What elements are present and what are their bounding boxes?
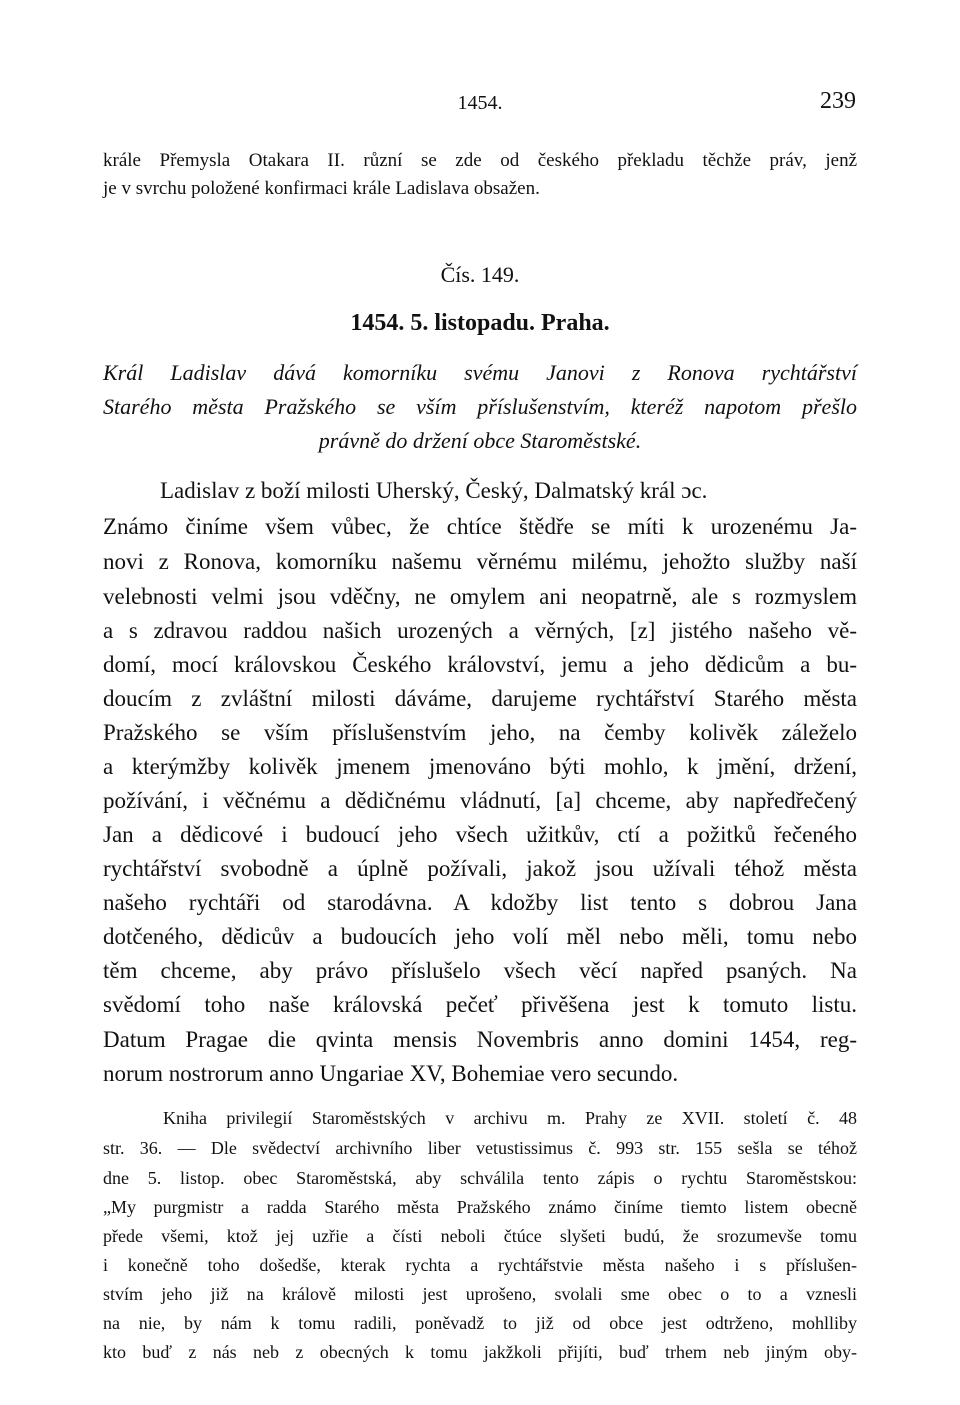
body-line: norum nostrorum anno Ungariae XV, Bohemiae vero secundo. [103, 1061, 679, 1086]
note-line: na nie, by nám k tomu radili, poněvadž to již od obce jest odtrženo, mohlliby [103, 1313, 857, 1333]
body-line: doucím z zvláštní milosti dáváme, darujeme rychtářství Starého města [103, 686, 857, 711]
body-line: Datum Pragae die qvinta mensis Novembris anno domini 1454, reg- [103, 1027, 857, 1052]
note-line: stvím jeho již na králově milosti jest uprošeno, svolali sme obec o to a vznesli [103, 1284, 857, 1304]
body-line: těm chceme, aby právo příslušelo všech věcí napřed psaných. Na [103, 958, 857, 983]
body-line: Jan a dědicové i budoucí jeho všech užitkův, ctí a požitků řečeného [103, 822, 857, 847]
running-header-year: 1454. [457, 92, 503, 114]
document-date-place: 1454. 5. listopadu. Praha. [350, 310, 610, 336]
note-line: str. 36. — Dle svědectví archivního liber vetustissimus č. 993 str. 155 sešla se téhož [103, 1138, 857, 1158]
intro-line: je v svrchu položené konfirmaci krále Ladislava obsažen. [103, 178, 540, 199]
intro-line: krále Přemysla Otakara II. různí se zde od českého překladu těchže práv, jenž [103, 150, 857, 171]
regest-line: právně do držení obce Staroměstské. [318, 428, 642, 453]
document-number: Čís. 149. [440, 262, 520, 287]
body-line: Ladislav z boží milosti Uherský, Český, Dalmatský král ɔc. [160, 478, 708, 503]
body-line: požívání, i věčnému a dědičnému vládnutí, [a] chceme, aby napředřečený [103, 788, 857, 813]
note-line: přede všemi, ktož jej uzřie a čísti neboli čtúce slyšeti budú, že srozumevše tomu [103, 1226, 857, 1246]
body-line: domí, mocí královskou Českého království, jemu a jeho dědicům a bu- [103, 652, 857, 677]
body-line: velebnosti velmi jsou vděčny, ne omylem ani neopatrně, ale s rozmyslem [103, 584, 857, 609]
body-line: dotčeného, dědicův a budoucích jeho volí měl nebo měli, tomu nebo [103, 924, 857, 949]
note-line: Kniha privilegií Staroměstských v archivu m. Prahy ze XVII. století č. 48 [163, 1108, 857, 1128]
note-line: dne 5. listop. obec Staroměstská, aby schválila tento zápis o rychtu Staroměstskou: [103, 1168, 857, 1188]
note-line: i konečně toho došedše, kterak rychta a rychtářstvie města našeho i s příslušen- [103, 1255, 857, 1275]
body-line: a kterýmžby kolivěk jmenem jmenováno býti mohlo, k jmění, držení, [103, 754, 857, 779]
note-line: kto buď z nás neb z obecných k tomu jakžkoli přijíti, buď trhem neb jiným oby- [103, 1342, 857, 1362]
body-line: svědomí toho naše královská pečeť přivěšena jest k tomuto listu. [103, 992, 857, 1017]
page-number: 239 [820, 88, 856, 114]
body-line: Pražského se vším příslušenstvím jeho, na čemby kolivěk záleželo [103, 720, 857, 745]
regest-line: Král Ladislav dává komorníku svému Janovi z Ronova rychtářství [103, 360, 857, 385]
body-line: našeho rychtáři od starodávna. A kdožby list tento s dobrou Jana [103, 890, 857, 915]
body-line: a s zdravou raddou našich urozených a věrných, [z] jistého našeho vě- [103, 618, 857, 643]
body-line: Známo činíme všem vůbec, že chtíce štědře se míti k urozenému Ja- [103, 514, 857, 539]
body-line: novi z Ronova, komorníku našemu věrnému milému, jehožto služby naší [103, 549, 857, 574]
body-line: rychtářství svobodně a úplně požívali, jakož jsou užívali téhož města [103, 856, 857, 881]
note-line: „My purgmistr a radda Starého města Pražského známo činíme tiemto listem obecně [103, 1197, 857, 1217]
regest-line: Starého města Pražského se vším příslušenstvím, kteréž napotom přešlo [103, 394, 857, 419]
